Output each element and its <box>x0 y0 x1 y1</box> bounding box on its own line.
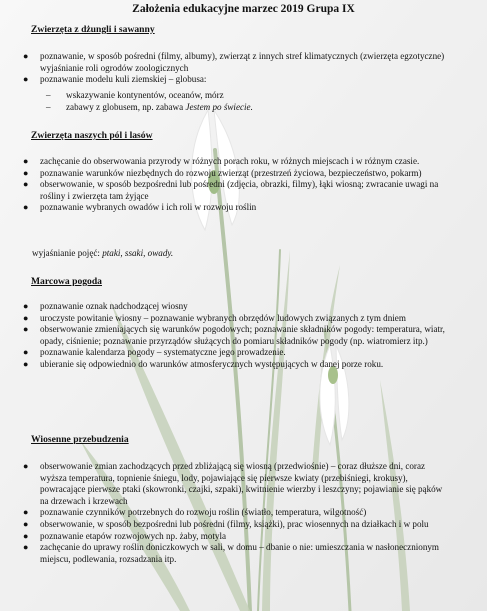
list-item: ● obserwowanie, w sposób bezpośredni lub pośredni (zdjęcia, obrazki, filmy), łąki wiosną; zwracanie uwagi na rośliny i zwierzęta tam żyjące <box>23 179 439 201</box>
list-item: ● poznawanie czynników potrzebnych do rozwoju roślin (światło, temperatura, wilgotność) <box>23 507 367 518</box>
section-heading-weather: Marcowa pogoda <box>31 276 102 287</box>
sub-list-item: – wskazywanie kontynentów, oceanów, mórz <box>46 90 224 100</box>
section-list-jungle <box>21 51 451 86</box>
list-item: ● poznawanie oznak nadchodzącej wiosny <box>23 301 188 311</box>
section-heading-jungle: Zwierzęta z dżungli i sawanny <box>31 24 155 35</box>
document-title: Założenia edukacyjne marzec 2019 Grupa IX <box>132 3 355 15</box>
list-item: ● obserwowanie zmieniających się warunków pogodowych; poznawanie składników pogody: temperatura, wiatr, opady, ciśnienie; poznawanie przyrządów służących do pomiaru składników pogody (np. wiatromierz itp.) <box>23 324 445 346</box>
sub-list-item: – zabawy z globusem, np. zabawa Jestem po świecie. <box>46 101 253 112</box>
dash-icon: – <box>46 90 51 100</box>
section-sublist-jungle <box>21 90 451 113</box>
bullet-icon: ● <box>23 312 29 323</box>
section-list-spring <box>21 461 451 565</box>
bullet-icon: ● <box>23 518 29 529</box>
bullet-icon: ● <box>23 347 29 358</box>
section-heading-spring: Wiosenne przebudzenia <box>31 434 129 445</box>
list-item: ● zachęcanie do obserwowania przyrody w różnych porach roku, w różnych miejscach i w różnym czasie. <box>23 156 420 166</box>
list-item: ● obserwowanie, w sposób bezpośredni lub pośredni (filmy, książki), prac wiosennych na działkach i w polu <box>23 518 429 529</box>
list-item: ● obserwowanie zmian zachodzących przed zbliżającą się wiosną (przedwiośnie) – coraz dłuższe dni, coraz wyższa temperatura, topnienie śniegu, lody, pojawiające się pierwsze kwiaty (przebiśniegi, krokusy), powracające pierwsze ptaki (skowronki, czajki, szpaki), kwitnienie wierzby i leszczyny; pojawianie się pąków na drzewach i krzewach <box>23 461 443 506</box>
bullet-icon: ● <box>23 324 29 335</box>
definitions-line: wyjaśnianie pojęć: ptaki, ssaki, owady. <box>32 248 174 258</box>
list-item: ● poznawanie kalendarza pogody – systematyczne jego prowadzenie. <box>23 347 286 358</box>
bullet-icon: ● <box>23 167 29 178</box>
list-item: ● ubieranie się odpowiednio do warunków atmosferycznych występujących w danej porze roku. <box>23 358 384 369</box>
bullet-icon: ● <box>23 358 29 369</box>
bullet-icon: ● <box>23 51 29 61</box>
bullet-icon: ● <box>23 301 29 311</box>
list-item: ● poznawanie wybranych owadów i ich roli w rozwoju roślin <box>23 202 257 213</box>
bullet-icon: ● <box>23 156 29 166</box>
list-item: ● poznawanie modelu kuli ziemskiej – globusa: <box>23 74 207 85</box>
bullet-icon: ● <box>23 461 29 471</box>
bullet-icon: ● <box>23 179 29 190</box>
bullet-icon: ● <box>23 202 29 213</box>
bullet-icon: ● <box>23 530 29 541</box>
list-item: ● poznawanie etapów rozwojowych np. żaby, motyla <box>23 530 227 541</box>
list-item: ● poznawanie warunków niezbędnych do rozwoju zwierząt (przestrzeń życiowa, bezpieczeństwo, pokarm) <box>23 167 422 178</box>
bullet-icon: ● <box>23 542 29 553</box>
section-list-fields <box>21 156 451 214</box>
section-heading-fields: Zwierzęta naszych pól i lasów <box>31 130 153 141</box>
list-item: ● zachęcanie do uprawy roślin doniczkowych w sali, w domu – dbanie o nie: umieszczania w nasłonecznionym miejscu, podlewania, rozsadzania itp. <box>23 542 439 564</box>
dash-icon: – <box>46 101 51 112</box>
section-list-weather <box>21 301 451 371</box>
list-item: ● uroczyste powitanie wiosny – poznawanie wybranych obrzędów ludowych związanych z tym dniem <box>23 312 406 323</box>
bullet-icon: ● <box>23 74 29 85</box>
list-item: ● poznawanie, w sposób pośredni (filmy, albumy), zwierząt z innych stref klimatycznych (zwierzęta egzotyczne) wyjaśnianie roli ogrodów zoologicznych <box>23 51 445 73</box>
bullet-icon: ● <box>23 507 29 518</box>
